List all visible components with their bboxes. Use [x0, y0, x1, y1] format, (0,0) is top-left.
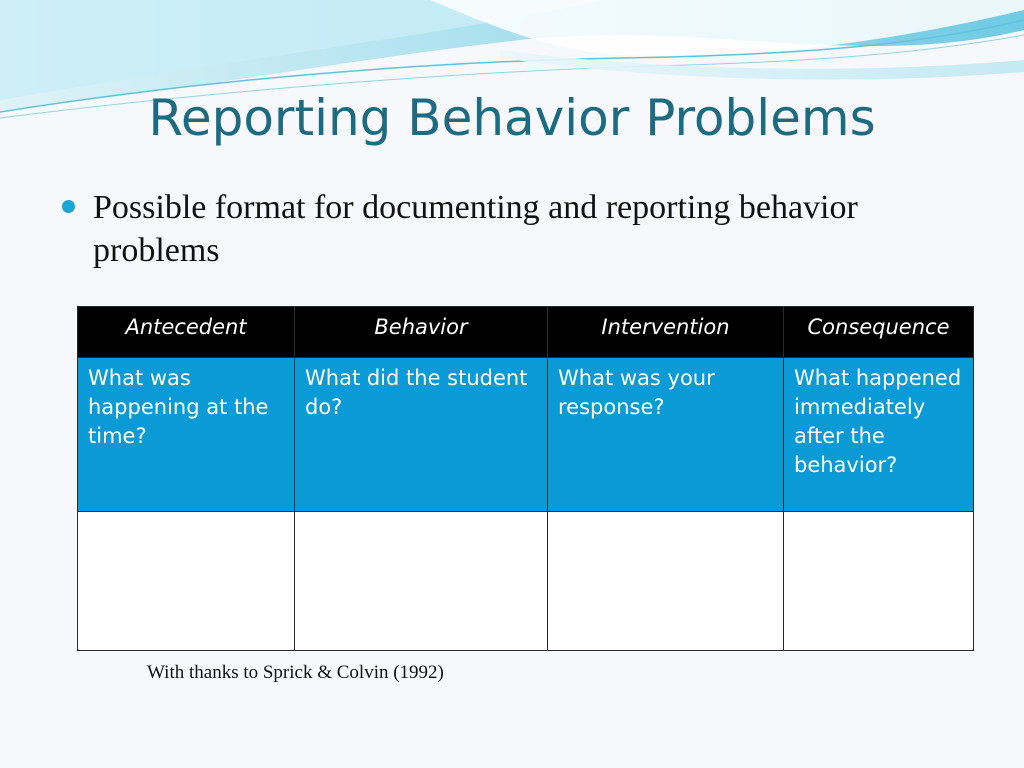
- header-intervention: Intervention: [548, 307, 784, 358]
- prompt-antecedent: What was happening at the time?: [78, 358, 295, 512]
- blank-cell-intervention: [548, 512, 784, 651]
- blank-entry-row: [78, 512, 974, 651]
- credit-note: With thanks to Sprick & Colvin (1992): [147, 662, 444, 683]
- slide-title: Reporting Behavior Problems: [148, 89, 876, 147]
- header-consequence: Consequence: [784, 307, 974, 358]
- header-row: [78, 307, 974, 358]
- bullet-item: [62, 186, 962, 272]
- prompt-intervention: What was your response?: [548, 358, 784, 512]
- blank-cell-antecedent: [78, 512, 295, 651]
- blank-cell-behavior: [295, 512, 548, 651]
- header-antecedent: Antecedent: [78, 307, 295, 358]
- behavior-report-table: [77, 306, 974, 651]
- prompt-row: [78, 358, 974, 512]
- blank-cell-consequence: [784, 512, 974, 651]
- bullet-dot-icon: [62, 200, 75, 213]
- prompt-consequence: What happened immediately after the behavior?: [784, 358, 974, 512]
- bullet-text: Possible format for documenting and reporting behavior problems: [93, 189, 858, 269]
- prompt-behavior: What did the student do?: [295, 358, 548, 512]
- header-behavior: Behavior: [295, 307, 548, 358]
